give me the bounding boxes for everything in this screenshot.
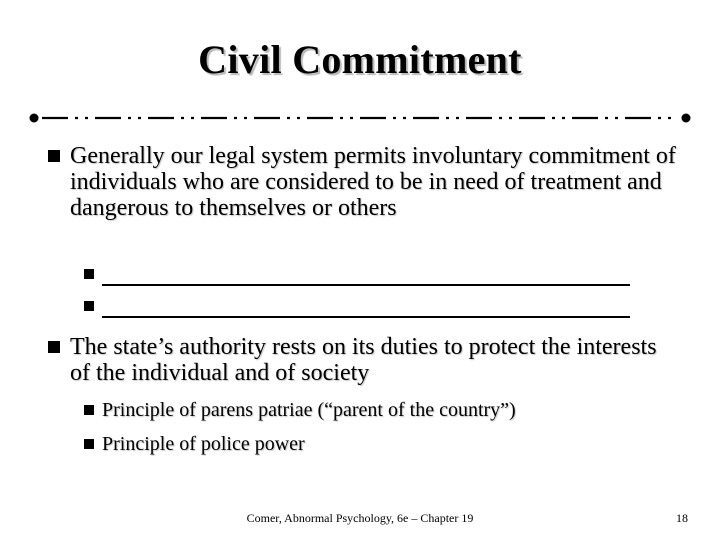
square-bullet-icon [48,150,60,162]
square-bullet-icon [84,405,94,415]
sub-bullet-item [84,262,684,286]
square-bullet-icon [84,301,94,311]
sub-bullet-item [84,432,684,456]
square-bullet-icon [48,341,60,353]
slide-footer: Comer, Abnormal Psychology, 6e – Chapter 19 [246,511,474,525]
sub-bullet-text: Principle of police power [102,433,305,455]
square-bullet-icon [84,439,94,449]
sub-bullet-item [84,398,684,422]
bullet-text: Generally our legal system permits involuntary commitment of individuals who are considered to be in need of treatment and dangerous to themselves or others [70,143,676,221]
square-bullet-icon [84,269,94,279]
sub-bullet-item [84,294,684,318]
sub-bullet-text: Principle of parens patriae (“parent of the country”) [102,399,516,421]
slide-title: Civil Commitment [198,37,522,82]
bullet-item [48,143,678,221]
fill-in-blank [102,262,630,286]
page-number: 18 [676,511,688,525]
bullet-item [48,334,678,386]
fill-in-blank [102,294,630,318]
bullet-text: The state’s authority rests on its duties to protect the interests of the individual and of society [70,334,657,386]
